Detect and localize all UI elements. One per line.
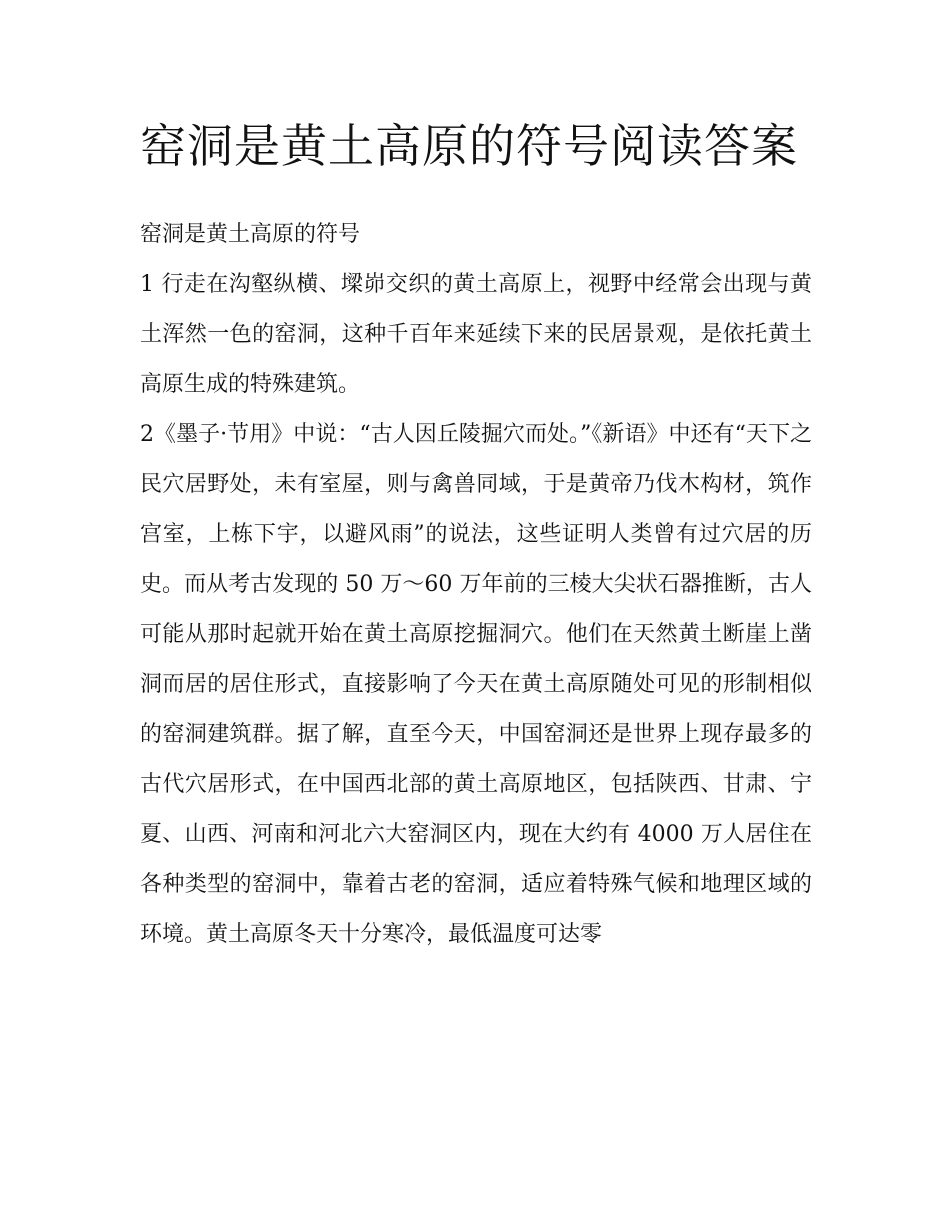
document-title: 窑洞是黄土高原的符号阅读答案 xyxy=(140,119,798,173)
document-subtitle: 窑洞是黄土高原的符号 xyxy=(140,222,361,247)
paragraph-1: 1 行走在沟壑纵横、墚峁交织的黄土高原上，视野中经常会出现与黄土浑然一色的窑洞，这种千百年来延续下来的民居景观，是依托黄土高原生成的特殊建筑。 xyxy=(140,272,812,397)
document-page xyxy=(140,108,812,960)
paragraph-2: 2《墨子·节用》中说：“古人因丘陵掘穴而处。”《新语》中还有“天下之民穴居野处，未有室屋，则与禽兽同域，于是黄帝乃伐木构材，筑作宫室，上栋下宇，以避风雨”的说法，这些证明人类曾有过穴居的历史。而从考古发现的 50 万～60 万年前的三棱大尖状石器推断，古人可能从那时起就开始在黄土高原挖掘洞穴。他们在天然黄土断崖上凿洞而居的居住形式，直接影响了今天在黄土高原随处可见的形制相似的窑洞建筑群。据了解，直至今天，中国窑洞还是世界上现存最多的古代穴居形式，在中国西北部的黄土高原地区，包括陕西、甘肃、宁夏、山西、河南和河北六大窑洞区内，现在大约有 4000 万人居住在各种类型的窑洞中，靠着古老的窑洞，适应着特殊气候和地理区域的环境。黄土高原冬天十分寒冷，最低温度可达零 xyxy=(140,422,812,947)
